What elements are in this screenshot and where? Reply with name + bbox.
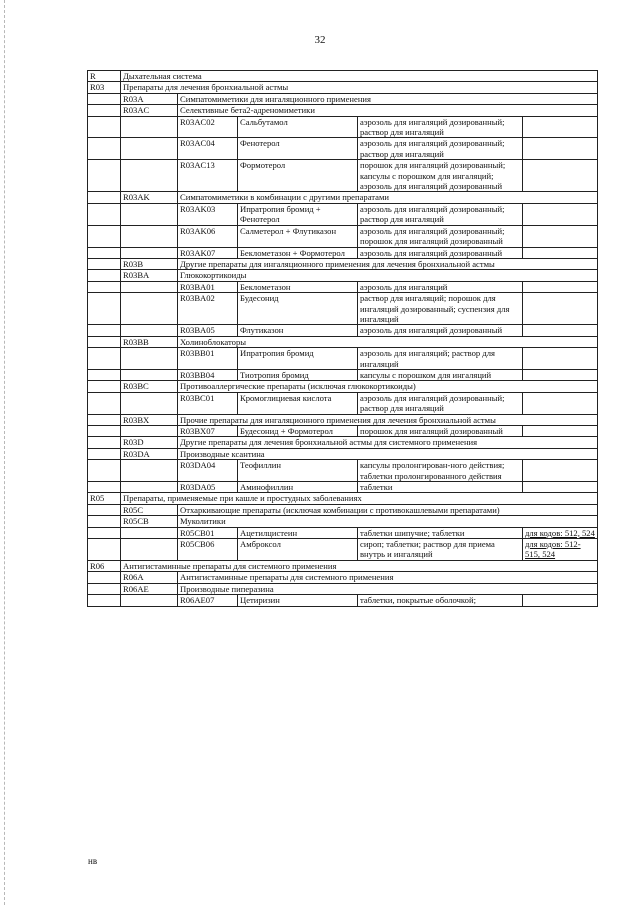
subgroup-name-cell: Селективные бета2-адреномиметики (178, 105, 598, 116)
table-row (88, 437, 598, 448)
drug-name-cell: Фенотерол (238, 138, 358, 160)
subgroup-name-cell: Другие препараты для лечения бронхиальной астмы для системного применения (178, 437, 598, 448)
subgroup-name-cell: Симпатомиметики для ингаляционного применения (178, 93, 598, 104)
subgroup-name-cell: Прочие препараты для ингаляционного применения для лечения бронхиальной астмы (178, 414, 598, 425)
table-row (88, 426, 598, 437)
dosage-form-cell: капсулы пролонгирован-ного действия; таблетки пролонгированного действия (358, 460, 523, 482)
empty-cell (121, 293, 178, 325)
subgroup-code-cell: R03A (121, 93, 178, 104)
drug-name-cell: Ацетилцистеин (238, 527, 358, 538)
atc-code-cell: R03AK03 (178, 203, 238, 225)
empty-cell (88, 460, 121, 482)
empty-cell (88, 527, 121, 538)
empty-cell (88, 595, 121, 606)
atc-code-cell: R03AK06 (178, 225, 238, 247)
subgroup-name-cell: Отхаркивающие препараты (исключая комбинации с противокашлевыми препаратами) (178, 504, 598, 515)
note-cell: для кодов: 512, 524 (523, 527, 598, 538)
table-row (88, 381, 598, 392)
dosage-form-cell: аэрозоль для ингаляций дозированный (358, 247, 523, 258)
drug-classification-table (87, 70, 598, 607)
table-row (88, 460, 598, 482)
atc-code-cell: R03BX07 (178, 426, 238, 437)
subgroup-name-cell: Симпатомиметики в комбинации с другими препаратами (178, 192, 598, 203)
table-row (88, 539, 598, 561)
dosage-form-cell: аэрозоль для ингаляций (358, 281, 523, 292)
table-row (88, 325, 598, 336)
subgroup-name-cell: Муколитики (178, 516, 598, 527)
dosage-form-cell: порошок для ингаляций дозированный; капсулы с порошком для ингаляций; аэрозоль для ингаляций дозированный (358, 160, 523, 192)
subgroup-code-cell: R03BB (121, 336, 178, 347)
group-name-cell: Антигистаминные препараты для системного применения (121, 560, 598, 571)
note-cell: для кодов: 512-515, 524 (523, 539, 598, 561)
subgroup-name-cell: Холиноблокаторы (178, 336, 598, 347)
atc-code-cell: R03DA05 (178, 482, 238, 493)
empty-cell (88, 138, 121, 160)
dosage-form-cell: аэрозоль для ингаляций; раствор для ингаляций (358, 348, 523, 370)
drug-name-cell: Будесонид + Формотерол (238, 426, 358, 437)
subgroup-code-cell: R03BX (121, 414, 178, 425)
group-name-cell: Препараты, применяемые при кашле и простудных заболеваниях (121, 493, 598, 504)
empty-cell (88, 583, 121, 594)
empty-cell (121, 595, 178, 606)
note-cell (523, 203, 598, 225)
atc-code-cell: R06AE07 (178, 595, 238, 606)
subgroup-code-cell: R03D (121, 437, 178, 448)
dosage-form-cell: аэрозоль для ингаляций дозированный (358, 325, 523, 336)
subgroup-code-cell: R05C (121, 504, 178, 515)
subgroup-name-cell: Производные пиперазина (178, 583, 598, 594)
table-row (88, 138, 598, 160)
table-row (88, 82, 598, 93)
subgroup-code-cell: R06AE (121, 583, 178, 594)
table-row (88, 270, 598, 281)
empty-cell (88, 192, 121, 203)
atc-code-cell: R03BA05 (178, 325, 238, 336)
empty-cell (88, 392, 121, 414)
note-cell (523, 225, 598, 247)
atc-code-cell: R03AC02 (178, 116, 238, 138)
empty-cell (88, 281, 121, 292)
atc-code-cell: R03BA02 (178, 293, 238, 325)
dosage-form-cell: таблетки, покрытые оболочкой; (358, 595, 523, 606)
atc-code-cell: R05CB01 (178, 527, 238, 538)
subgroup-name-cell: Противоаллергические препараты (исключая глюкокортикоиды) (178, 381, 598, 392)
note-cell (523, 325, 598, 336)
dosage-form-cell: сироп; таблетки; раствор для приема внутрь и ингаляций (358, 539, 523, 561)
empty-cell (88, 348, 121, 370)
empty-cell (121, 325, 178, 336)
table-row (88, 203, 598, 225)
table-row (88, 105, 598, 116)
note-cell (523, 482, 598, 493)
group-code-cell: R (88, 71, 121, 82)
empty-cell (88, 437, 121, 448)
empty-cell (121, 369, 178, 380)
subgroup-code-cell: R03DA (121, 448, 178, 459)
empty-cell (121, 426, 178, 437)
table-row (88, 572, 598, 583)
empty-cell (88, 482, 121, 493)
table-row (88, 369, 598, 380)
table-row (88, 247, 598, 258)
dosage-form-cell: капсулы с порошком для ингаляций (358, 369, 523, 380)
subgroup-name-cell: Глюкокортикоиды (178, 270, 598, 281)
atc-code-cell: R03DA04 (178, 460, 238, 482)
dosage-form-cell: аэрозоль для ингаляций дозированный; раствор для ингаляций (358, 116, 523, 138)
table-row (88, 504, 598, 515)
empty-cell (88, 293, 121, 325)
table-row (88, 482, 598, 493)
dosage-form-cell: таблетки шипучие; таблетки (358, 527, 523, 538)
drug-name-cell: Беклометазон (238, 281, 358, 292)
empty-cell (88, 225, 121, 247)
drug-name-cell: Сальбутамол (238, 116, 358, 138)
note-cell (523, 348, 598, 370)
empty-cell (121, 527, 178, 538)
drug-name-cell: Цетиризин (238, 595, 358, 606)
empty-cell (88, 336, 121, 347)
empty-cell (88, 426, 121, 437)
table-row (88, 527, 598, 538)
dosage-form-cell: раствор для ингаляций; порошок для ингаляций дозированный; суспензия для ингаляций (358, 293, 523, 325)
subgroup-code-cell: R03B (121, 258, 178, 269)
drug-name-cell: Амброксол (238, 539, 358, 561)
atc-code-cell: R03BC01 (178, 392, 238, 414)
empty-cell (88, 539, 121, 561)
drug-name-cell: Беклометазон + Формотерол (238, 247, 358, 258)
table-row (88, 93, 598, 104)
atc-code-cell: R03BB01 (178, 348, 238, 370)
empty-cell (88, 247, 121, 258)
subgroup-code-cell: R03AC (121, 105, 178, 116)
group-name-cell: Препараты для лечения бронхиальной астмы (121, 82, 598, 93)
empty-cell (88, 270, 121, 281)
dosage-form-cell: аэрозоль для ингаляций дозированный; раствор для ингаляций (358, 138, 523, 160)
drug-name-cell: Флутиказон (238, 325, 358, 336)
atc-code-cell: R05CB06 (178, 539, 238, 561)
subgroup-code-cell: R03BA (121, 270, 178, 281)
empty-cell (88, 116, 121, 138)
table-row (88, 192, 598, 203)
atc-code-cell: R03AC04 (178, 138, 238, 160)
empty-cell (88, 93, 121, 104)
drug-name-cell: Аминофиллин (238, 482, 358, 493)
table-row (88, 258, 598, 269)
subgroup-code-cell: R06A (121, 572, 178, 583)
subgroup-code-cell: R03BC (121, 381, 178, 392)
dosage-form-cell: порошок для ингаляций дозированный (358, 426, 523, 437)
empty-cell (121, 460, 178, 482)
note-cell (523, 595, 598, 606)
empty-cell (121, 392, 178, 414)
empty-cell (88, 160, 121, 192)
table-row (88, 414, 598, 425)
subgroup-code-cell: R03AK (121, 192, 178, 203)
drug-name-cell: Ипратропия бромид + Фенотерол (238, 203, 358, 225)
empty-cell (88, 504, 121, 515)
drug-name-cell: Теофиллин (238, 460, 358, 482)
drug-name-cell: Тиотропия бромид (238, 369, 358, 380)
drug-name-cell: Кромоглициевая кислота (238, 392, 358, 414)
empty-cell (121, 539, 178, 561)
table-row (88, 493, 598, 504)
table-row (88, 281, 598, 292)
empty-cell (88, 369, 121, 380)
dosage-form-cell: таблетки (358, 482, 523, 493)
empty-cell (121, 281, 178, 292)
drug-name-cell: Формотерол (238, 160, 358, 192)
dosage-form-cell: аэрозоль для ингаляций дозированный; порошок для ингаляций дозированный (358, 225, 523, 247)
table-row (88, 560, 598, 571)
subgroup-name-cell: Антигистаминные препараты для системного применения (178, 572, 598, 583)
note-cell (523, 281, 598, 292)
table-row (88, 225, 598, 247)
subgroup-name-cell: Производные ксантина (178, 448, 598, 459)
atc-code-cell: R03BA01 (178, 281, 238, 292)
table-row (88, 336, 598, 347)
table-row (88, 392, 598, 414)
group-code-cell: R05 (88, 493, 121, 504)
subgroup-code-cell: R05CB (121, 516, 178, 527)
page-edge (4, 0, 6, 905)
dosage-form-cell: аэрозоль для ингаляций дозированный; раствор для ингаляций (358, 203, 523, 225)
empty-cell (121, 116, 178, 138)
empty-cell (121, 203, 178, 225)
empty-cell (88, 448, 121, 459)
drug-name-cell: Ипратропия бромид (238, 348, 358, 370)
subgroup-name-cell: Другие препараты для ингаляционного применения для лечения бронхиальной астмы (178, 258, 598, 269)
footer-mark: нв (88, 856, 98, 866)
empty-cell (121, 348, 178, 370)
note-cell (523, 369, 598, 380)
empty-cell (88, 258, 121, 269)
table-row (88, 116, 598, 138)
empty-cell (88, 105, 121, 116)
note-cell (523, 392, 598, 414)
empty-cell (121, 482, 178, 493)
empty-cell (88, 414, 121, 425)
empty-cell (88, 572, 121, 583)
dosage-form-cell: аэрозоль для ингаляций дозированный; раствор для ингаляций (358, 392, 523, 414)
note-cell (523, 247, 598, 258)
empty-cell (121, 138, 178, 160)
table-row (88, 160, 598, 192)
note-cell (523, 293, 598, 325)
page-number: 32 (314, 34, 326, 46)
note-cell (523, 138, 598, 160)
table-row (88, 71, 598, 82)
atc-code-cell: R03BB04 (178, 369, 238, 380)
empty-cell (121, 160, 178, 192)
note-cell (523, 160, 598, 192)
empty-cell (121, 247, 178, 258)
empty-cell (88, 203, 121, 225)
group-code-cell: R03 (88, 82, 121, 93)
group-name-cell: Дыхательная система (121, 71, 598, 82)
drug-name-cell: Будесонид (238, 293, 358, 325)
table-row (88, 348, 598, 370)
empty-cell (121, 225, 178, 247)
table-row (88, 516, 598, 527)
atc-code-cell: R03AK07 (178, 247, 238, 258)
group-code-cell: R06 (88, 560, 121, 571)
table-row (88, 448, 598, 459)
atc-code-cell: R03AC13 (178, 160, 238, 192)
empty-cell (88, 516, 121, 527)
empty-cell (88, 325, 121, 336)
empty-cell (88, 381, 121, 392)
note-cell (523, 426, 598, 437)
drug-name-cell: Салметерол + Флутиказон (238, 225, 358, 247)
note-cell (523, 116, 598, 138)
table-row (88, 595, 598, 606)
table-row (88, 583, 598, 594)
note-cell (523, 460, 598, 482)
table-row (88, 293, 598, 325)
